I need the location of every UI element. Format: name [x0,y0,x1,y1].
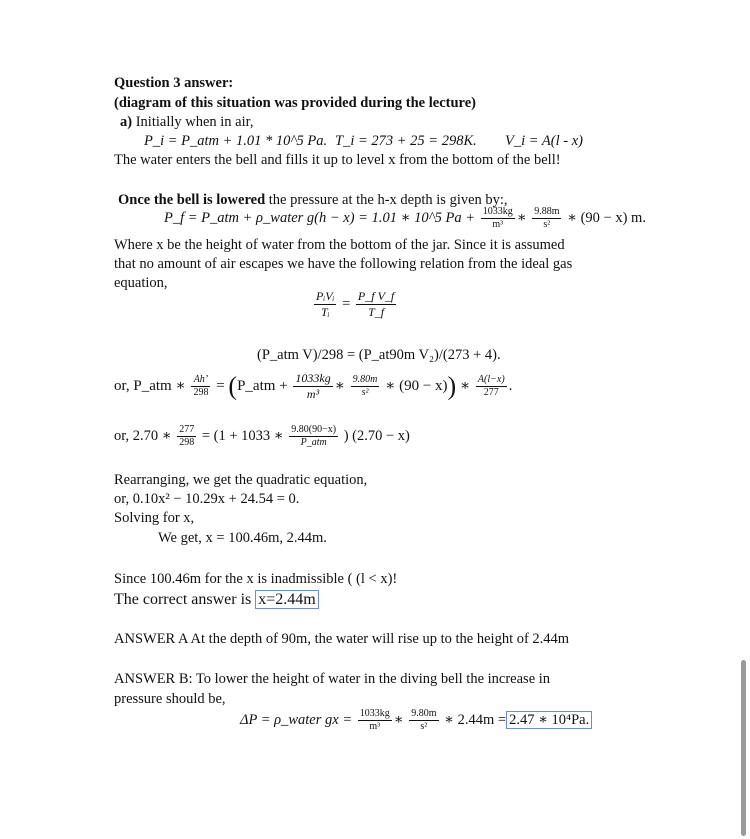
eq-delta-p: ΔP = ρ_water gx = $\frac{1033kg}{\text{m³}}$ ∗ $\frac{9.80m}{\text{s²}}$ ∗ 2.44m = 2.47 ∗ 10⁴Pa. [240,708,592,733]
eq3-frac-volume [476,374,507,399]
delta-p-mid: ∗ 2.44m = [444,711,507,728]
solve-line-2: or, 0.10x² − 10.29x + 24.54 = 0. [114,491,300,507]
frac-num: 1033kg [295,371,331,385]
answer-b-line-2: pressure should be, [114,691,226,707]
eq3-prefix: or, P_atm ∗ [114,377,186,394]
eq-pf-frac-gravity [532,206,561,231]
eq4-mid: = (1 + 1033 ∗ [201,427,284,444]
eq-pf-frac-density [481,206,515,231]
delta-p-left: ΔP = ρ_water gx = [240,711,353,728]
eq-ti [335,132,477,150]
frac-num: P_f V_f [357,289,395,303]
correct-prefix: The correct answer is [114,591,256,608]
eq3-frac-ah [191,374,210,399]
eq3-after: ∗ (90 − x) [385,377,448,394]
frac-num: 1033kg [482,206,513,217]
part-a-label: a) [120,114,133,130]
frac-num: 9.80(90−x) [291,424,337,435]
para-line-2: that no amount of air escapes we have the following relation from the ideal gas [114,256,573,272]
eq-ti-text: T_i = 273 + 25 = 298K. [335,133,477,149]
eq-vi [505,132,583,150]
paren-close: ) [447,371,457,401]
eq-pf-tail: ∗ (90 − x) m. [567,209,646,226]
frac-num: 9.80m [411,708,437,719]
frac-num: 9.80m [352,374,378,385]
frac-den: P_atm [300,437,327,448]
answer-a-text: ANSWER A At the depth of 90m, the water will rise up to the height of 2.44m [114,631,570,647]
eq4-frac-pressure [289,424,338,449]
frac-num: Ah’ [191,374,210,387]
eq-vi-text: V_i = A(l - x) [505,133,583,149]
frac-num: 277 [179,424,195,435]
frac-den: Tᵢ [320,305,330,319]
eq-four [114,424,410,449]
frac-den: m³ [492,219,504,230]
frac-num: 1033kg [359,708,390,719]
eq-ideal-gas: $\frac{\text{PᵢVᵢ}}{\text{Tᵢ}}$ = $\frac{\text{P\_f V\_f}}{T\_f}$ [316,289,395,319]
water-enters-text: The water enters the bell and fills it up to level x from the bottom of the bell! [114,152,561,168]
lowered-lead-rest: the pressure at the h-x depth is given by:, [268,192,508,208]
eq-two: (P_atm V)/298 = (P_at90m V₂)/(273 + 4). [257,347,501,363]
scrollbar[interactable] [741,660,746,836]
frac-den: 298 [179,437,195,448]
subheading: (diagram of this situation was provided during the lecture) [114,95,476,111]
para-line-1: Where x be the height of water from the bottom of the jar. Since it is assumed [114,237,565,253]
ideal-gas-rhs [356,289,396,320]
paren-open: ( [228,371,238,401]
eq3-frac-density [293,371,332,402]
answer-b-line-1: ANSWER B: To lower the height of water in the diving bell the increase in [114,671,551,687]
eq3-frac-gravity [351,374,380,399]
eq-pi-text: P_i = P_atm + 1.01 * 10^5 Pa. [144,133,328,149]
solve-line-3: Solving for x, [114,510,195,526]
eq-pf-left: P_f = P_atm + ρ_water g(h − x) = 1.01 ∗ 10^5 Pa + [164,209,476,226]
para-line-3: equation, [114,275,168,291]
eq-pi [144,132,327,150]
delta-p-answer-box: 2.47 ∗ 10⁴Pa. [506,711,592,729]
eq4-tail: ) (2.70 − x) [343,427,410,444]
part-a-line [120,113,254,131]
frac-num: A(l−x) [477,374,505,385]
inadmissible-text: Since 100.46m for the x is inadmissible ( (l < x)! [114,571,398,587]
frac-den: m³ [369,721,381,732]
correct-answer-box: x=2.44m [255,590,318,609]
part-a-text: Initially when in air, [135,114,254,130]
frac-den: T_f [368,305,385,319]
frac-den: s² [361,387,369,398]
frac-den: s² [543,219,551,230]
frac-den: 298 [193,387,209,398]
eq3-mid: P_atm + [237,377,288,394]
frac-den: m³ [306,387,320,401]
ideal-gas-lhs [314,289,336,320]
eq-pf: P_f = P_atm + ρ_water g(h − x) = 1.01 ∗ 10^5 Pa + $\frac{1033kg}{\text{m³}}$ ∗ $\frac{9.88m}{\text{s²}}$ ∗ (90 − x) m. [164,206,646,230]
frac-num: 9.88m [534,206,560,217]
frac-num: PᵢVᵢ [316,289,335,303]
frac-den: s² [420,721,428,732]
solve-line-4: We get, x = 100.46m, 2.44m. [158,530,327,546]
delta-p-frac-density [358,708,392,733]
lowered-lead-bold: Once the bell is lowered [118,192,269,208]
frac-den: 277 [483,387,499,398]
heading: Question 3 answer: [114,75,234,91]
solve-line-1: Rearranging, we get the quadratic equation, [114,472,368,488]
eq-three: or, P_atm ∗ $\frac{Ah’}{298}$ = (P_atm + $\frac{1033kg}{\text{m³}}$ ∗ $\frac{9.80m}{\text{s²}}$ ∗ (90 − x)) ∗ $\frac{A(l-x)}{277}$ . [114,371,513,401]
correct-answer-line [114,590,319,610]
eq4-frac-temp [177,424,196,449]
eq4-prefix: or, 2.70 ∗ [114,427,172,444]
delta-p-frac-gravity [409,708,438,733]
